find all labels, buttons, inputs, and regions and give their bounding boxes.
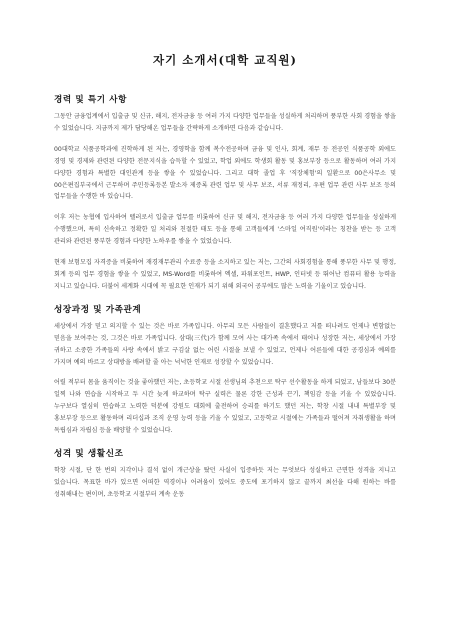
- section-growth-family: [54, 303, 396, 437]
- paragraph: 어릴 적부터 몸을 움직이는 것을 좋아했던 저는, 초등학교 시절 선생님의 추천으로 탁구 선수활동을 하게 되었고, 남들보다 30분 일찍 나와 연습을 시작하고 두 시간 늦게 하교하며 탁구 실력은 물론 강한 근성과 끈기, 책임감 등을 키울 수 있었습니다. 누구보다 열심히 연습하고 노력한 덕분에 강원도 대회에 출전하여 승리를 하기도 했던 저는, 학창 시절 내내 특별부장 및 홍보부장 등으로 활동하며 리더십과 조직 운영 능력 등을 키울 수 있었고, 고등학교 시절에는 가족들과 떨어져 자취생활을 하며 독립심과 자립심 등을 배양할 수 있었습니다.: [54, 379, 396, 435]
- paragraph: 세상에서 가장 믿고 의지할 수 있는 것은 바로 가족입니다. 아무리 모든 사람들이 결혼했다고 저를 떠나려도 언제나 변함없는 믿음을 보여주는 것, 그것은 바로 가족입니다. 삼대(三代)가 함께 모여 사는 대가족 속에서 태어나 성장한 저는, 세상에서 가장 귀하고 소중한 가족들의 사랑 속에서 밝고 구김살 없는 어린 시절을 보낼 수 있었고, 언제나 어른들에 대한 공경심과 예의를 가지며 예의 바르고 상대방을 배려할 줄 아는 넉넉한 인재로 성장할 수 있었습니다.: [54, 322, 396, 366]
- paragraph: 이후 저는 농협에 입사하여 텔러로서 입출금 업무를 비롯하여 신규 및 해지, 전자금융 등 여러 가지 다양한 업무들을 성실하게 수행했으며, 특히 신속하고 정확한 일 처리와 친절한 태도 등을 통해 고객들에게 '스마일 여직원'이라는 칭찬을 받는 등 고객 관리와 관련된 풍부한 경험과 다양한 노하우를 쌓을 수 있었습니다.: [54, 214, 396, 246]
- document-title: 자기 소개서(대학 교직원): [153, 53, 297, 67]
- paragraph: 현재 보험모집 자격증을 비롯하여 재경재무관리 수료증 등을 소지하고 있는 저는, 그간의 사회경험을 통해 풍부한 사무 및 행정, 회계 등의 업무 경험을 쌓을 수 있었고, MS-Word를 비롯하여 엑셀, 파워포인트, HWP, 인터넷 등 뛰어난 컴퓨터 활용 능력을 지니고 있습니다. 더불어 세계화 시대에 꼭 필요한 인재가 되기 위해 외국어 공부에도 많은 노력을 기울이고 있습니다.: [54, 259, 396, 290]
- section-personality-motto: [54, 447, 396, 501]
- section-heading: 성장과정 및 가족관계: [54, 304, 142, 315]
- section-heading: 경력 및 특기 사항: [54, 95, 128, 105]
- paragraph: 00대학교 식품공학과에 진학하게 된 저는, 경영학을 함께 복수전공하며 금융 및 인사, 회계, 재무 등 전공인 식품공학 외에도 경영 및 경제와 관련된 다양한 전문지식을 습득할 수 있었고, 학업 외에도 학생회 활동 및 홍보부장 등으로 활동하며 여러 가지 다양한 경험과 특별한 대인관계 등을 쌓을 수 있었습니다. 그리고 대학 졸업 후 '직장체험'의 일환으로 00은사무소 및 00은편집부국에서 근무하며 주민등록등본 발소자 제증록 관련 업무 및 사무 보조, 서류 재정리, 우편 업무 관련 사무 보조 등의 업무들을 수행한 바 있습니다.: [54, 145, 396, 201]
- paragraph: 그동안 금융업계에서 입출금 및 신규, 해지, 전자금융 등 여러 가지 다양한 업무들을 성실하게 처리하며 풍부한 사회 경험을 쌓을 수 있었습니다. 지금까지 제가 담당해온 업무들을 간략하게 소개하면 다음과 같습니다.: [54, 113, 396, 132]
- section-career: [54, 93, 396, 293]
- section-heading: 성격 및 생활신조: [54, 448, 124, 459]
- paragraph: 학창 시절, 단 한 번의 지각이나 결석 없이 개근상을 탔던 사실이 입증하듯 저는 무엇보다 성실하고 근면한 성격을 지니고 있습니다. 목표한 바가 있으면 어떠한 역경이나 어려움이 있어도 중도에 포기하지 않고 끝까지 최선을 다해 원하는 바를 성취해내는 편이며, 초등학교 시절부터 계속 운동: [54, 466, 396, 498]
